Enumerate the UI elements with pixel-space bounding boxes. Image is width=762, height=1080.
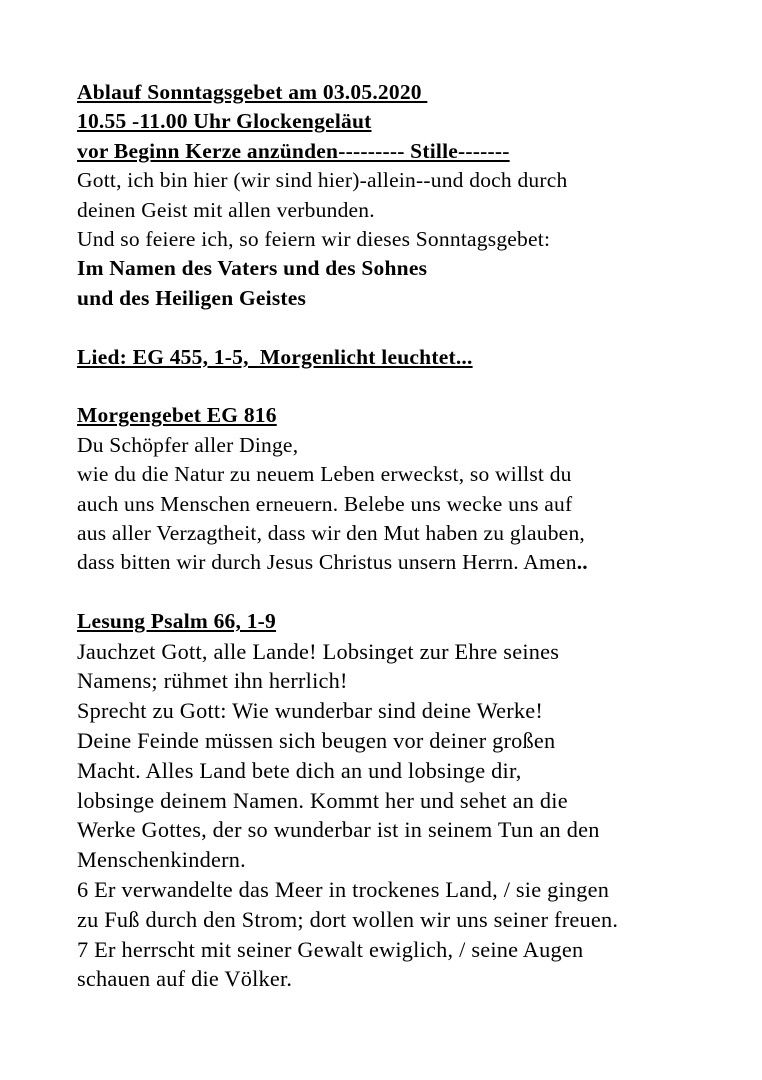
- psalm-verse-6-line-1: 6 Er verwandelte das Meer in trockenes Land, / sie gingen: [77, 877, 610, 903]
- psalm-reading-heading: Lesung Psalm 66, 1-9: [77, 609, 277, 634]
- spacer-before-morgengebet: [77, 372, 722, 401]
- opening-line-3: Und so feiere ich, so feiern wir dieses Sonntagsgebet:: [77, 227, 551, 252]
- psalm-line-2: Namens; rühmet ihn herrlich!: [77, 668, 348, 694]
- morning-prayer-line-2: wie du die Natur zu neuem Leben erweckst, so willst du: [77, 462, 572, 487]
- invocation-line-2: und des Heiligen Geistes: [77, 285, 307, 310]
- document-body: [77, 78, 722, 994]
- hymn-block: [77, 343, 722, 372]
- psalm-verse-7-line-1: 7 Er herrscht mit seiner Gewalt ewiglich, / seine Augen: [77, 936, 584, 962]
- heading-title-line: Ablauf Sonntagsgebet am 03.05.2020: [77, 80, 428, 104]
- morning-prayer-line-4: aus aller Verzagtheit, dass wir den Mut haben zu glauben,: [77, 521, 585, 546]
- psalm-line-6: lobsinge deinem Namen. Kommt her und sehet an die: [77, 787, 568, 813]
- psalm-line-5: Macht. Alles Land bete dich an und lobsinge dir,: [77, 757, 522, 783]
- morning-prayer-heading: Morgengebet EG 816: [77, 403, 277, 428]
- opening-line-2: deinen Geist mit allen verbunden.: [77, 197, 375, 222]
- psalm-line-7: Werke Gottes, der so wunderbar ist in seinem Tun an den: [77, 817, 600, 843]
- morning-prayer-trailing-dots: ..: [576, 550, 588, 575]
- morning-prayer-line-5: [77, 548, 722, 577]
- hymn-heading: Lied: EG 455, 1-5, Morgenlicht leuchtet...: [77, 344, 473, 369]
- morning-prayer-line-1: Du Schöpfer aller Dinge,: [77, 432, 299, 457]
- psalm-line-1: Jauchzet Gott, alle Lande! Lobsinget zur Ehre seines: [77, 638, 560, 664]
- psalm-line-8: Menschenkindern.: [77, 847, 246, 873]
- spacer-before-lesung: [77, 578, 722, 607]
- psalm-line-4: Deine Feinde müssen sich beugen vor deiner großen: [77, 728, 556, 754]
- service-heading-block: [77, 78, 722, 166]
- heading-candle-silence-line: vor Beginn Kerze anzünden--------- Stille-------: [77, 138, 510, 163]
- psalm-verse-6-line-2: zu Fuß durch den Strom; dort wollen wir uns seiner freuen.: [77, 906, 619, 932]
- morning-prayer-block: [77, 401, 722, 577]
- heading-bells-line: 10.55 -11.00 Uhr Glockengeläut: [77, 109, 372, 134]
- opening-block: [77, 166, 722, 313]
- psalm-verse-7-line-2: schauen auf die Völker.: [77, 966, 293, 992]
- morning-prayer-line-3: auch uns Menschen erneuern. Belebe uns wecke uns auf: [77, 491, 573, 516]
- psalm-reading-block: [77, 607, 722, 994]
- invocation-line-1: Im Namen des Vaters und des Sohnes: [77, 256, 428, 281]
- morning-prayer-line-5-text: dass bitten wir durch Jesus Christus unsern Herrn. Amen: [77, 550, 577, 575]
- psalm-line-3: Sprecht zu Gott: Wie wunderbar sind deine Werke!: [77, 698, 543, 724]
- spacer-before-lied: [77, 313, 722, 342]
- opening-line-1: Gott, ich bin hier (wir sind hier)-allein--und doch durch: [77, 168, 568, 193]
